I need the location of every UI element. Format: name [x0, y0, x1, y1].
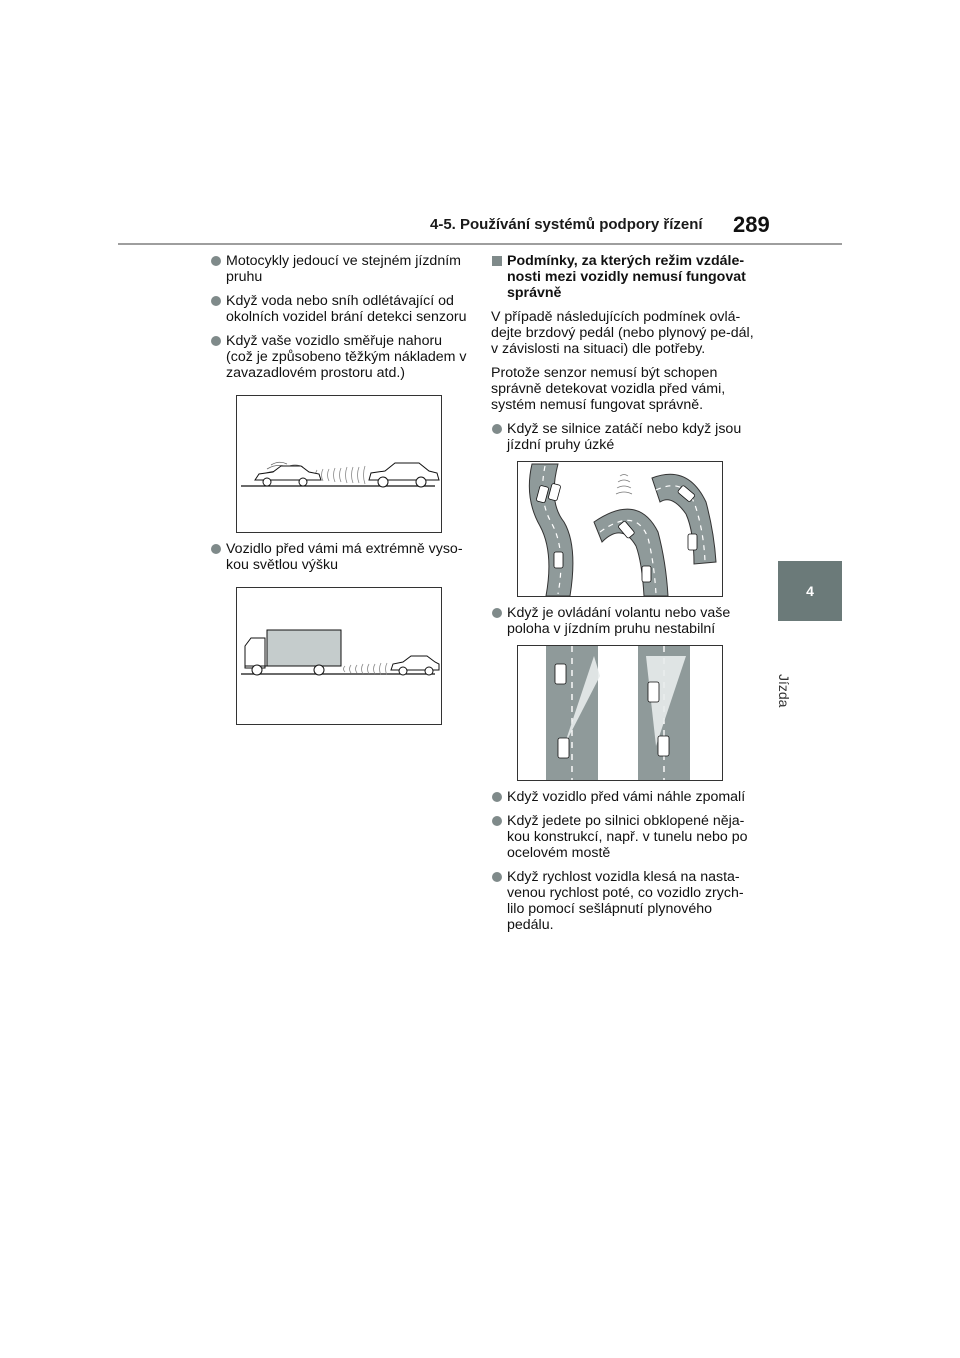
list-item-text: Když je ovládání volantu nebo vaše poloha v jízdním pruhu nestabilní — [507, 605, 731, 637]
list-item — [210, 333, 472, 381]
list-item — [210, 293, 472, 325]
left-column — [210, 253, 472, 733]
illustration-curved-roads — [517, 461, 723, 597]
chapter-label — [776, 632, 830, 708]
list-item-text: Motocykly jedoucí ve stejném jízdním pruhu — [226, 253, 461, 285]
chapter-tab[interactable]: 4 — [778, 561, 842, 621]
bullet-dot-icon — [492, 608, 502, 618]
illustration-splash-cars — [236, 395, 442, 533]
list-item — [491, 421, 756, 453]
list-item-text: Když voda nebo sníh odlétávající od okolních vozidel brání detekci senzoru — [226, 293, 467, 325]
bullet-dot-icon — [211, 256, 221, 266]
list-item-text: Když vaše vozidlo směřuje nahoru (což je způsobeno těžkým nákladem v zavazadlovém prostoru atd.) — [226, 333, 467, 381]
list-item-text: Když rychlost vozidla klesá na nasta-venou rychlost poté, co vozidlo zrych-lilo pomocí sešlápnutí plynového pedálu. — [507, 869, 744, 933]
list-item — [491, 869, 756, 933]
page-number: 289 — [733, 212, 770, 237]
bullet-dot-icon — [492, 816, 502, 826]
list-item-text: Když vozidlo před vámi náhle zpomalí — [507, 789, 746, 805]
section-heading-text: Podmínky, za kterých režim vzdále-nosti mezi vozidly nemusí fungovat správně — [507, 253, 746, 301]
list-item-text: Když jedete po silnici obklopené něja-kou konstrukcí, např. v tunelu nebo po ocelovém mostě — [507, 813, 748, 861]
list-item — [491, 789, 756, 805]
bullet-dot-icon — [211, 296, 221, 306]
chapter-label-text: Jízda — [776, 674, 792, 708]
illustration-unstable-steering — [517, 645, 723, 781]
list-item-text: Vozidlo před vámi má extrémně vyso-kou světlou výšku — [226, 541, 463, 573]
header-rule — [118, 243, 842, 245]
list-item — [491, 813, 756, 861]
bullet-dot-icon — [211, 336, 221, 346]
list-item — [210, 541, 472, 573]
list-item — [491, 605, 756, 637]
list-item-text: Když se silnice zatáčí nebo když jsou jízdní pruhy úzké — [507, 421, 742, 453]
bullet-dot-icon — [211, 544, 221, 554]
bullet-dot-icon — [492, 872, 502, 882]
paragraph: Protože senzor nemusí být schopen správně detekovat vozidla před vámi, systém nemusí fungovat správně. — [491, 365, 726, 413]
header-section-title: 4-5. Používání systémů podpory řízení — [430, 216, 703, 233]
bullet-dot-icon — [492, 424, 502, 434]
paragraph: V případě následujících podmínek ovlá-dejte brzdový pedál (nebo plynový pe-dál, v závislosti na situaci) dle potřeby. — [491, 309, 754, 357]
illustration-truck-high-clearance — [236, 587, 442, 725]
bullet-dot-icon — [492, 792, 502, 802]
list-item — [210, 253, 472, 285]
right-column — [491, 253, 756, 941]
square-bullet-icon — [492, 256, 502, 266]
section-heading — [491, 253, 756, 301]
